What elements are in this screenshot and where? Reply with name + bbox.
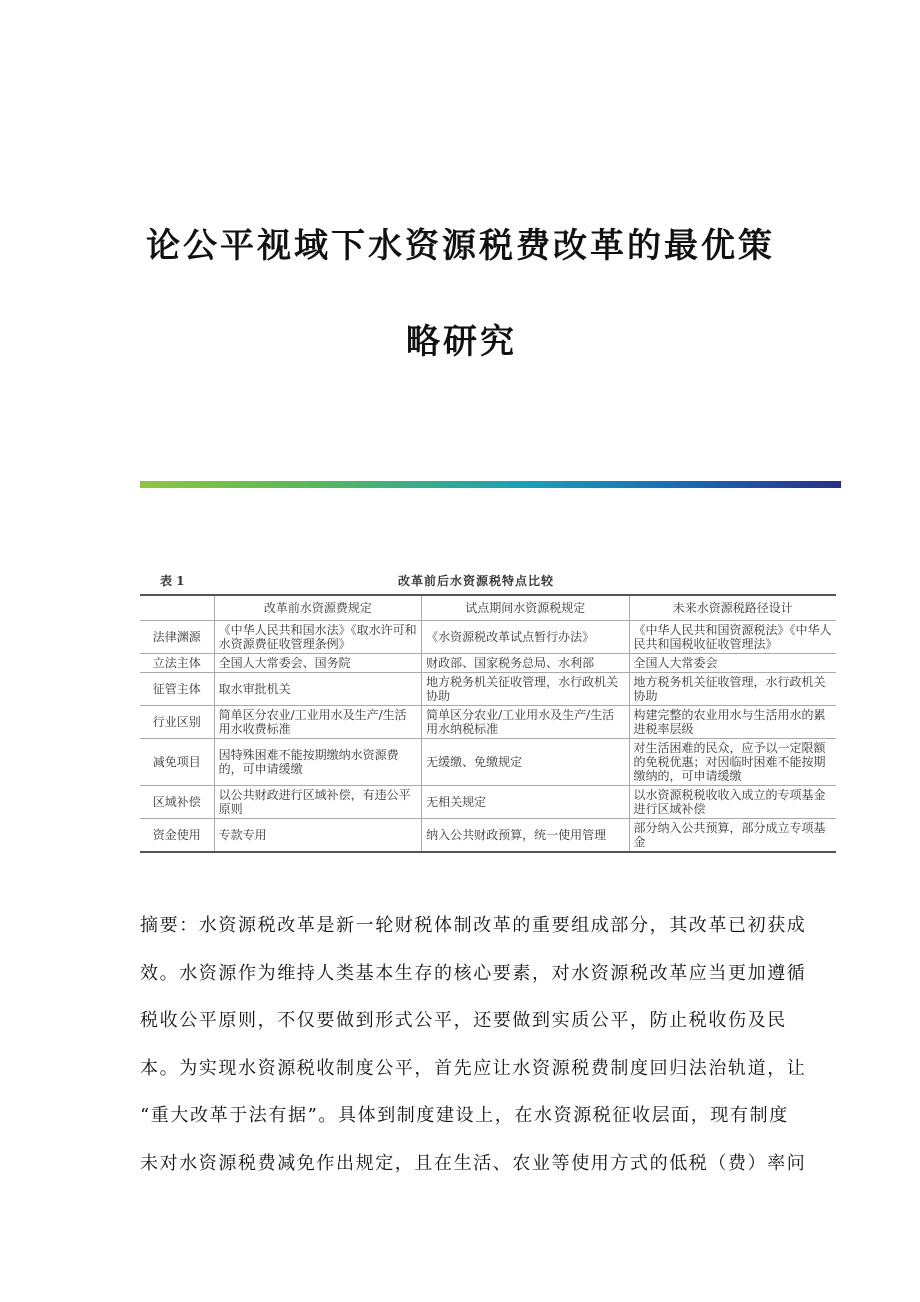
- document-title-line-2: 略研究: [406, 322, 517, 362]
- row-header-cell: 法律渊源: [140, 621, 214, 654]
- abstract-line: 摘要：水资源税改革是新一轮财税体制改革的重要组成部分，其改革已初获成: [140, 915, 807, 936]
- table-cell: 全国人大常委会、国务院: [214, 654, 421, 673]
- abstract-line: 税收公平原则，不仅要做到形式公平，还要做到实质公平，防止税收伤及民: [140, 1010, 787, 1031]
- table-cell: 部分纳入公共预算，部分成立专项基金: [629, 819, 836, 853]
- table-cell: 无相关规定: [422, 786, 629, 819]
- table-row: [140, 654, 836, 673]
- table-row: [140, 786, 836, 819]
- table-cell: 地方税务机关征收管理，水行政机关协助: [422, 673, 629, 706]
- abstract-line: 效。水资源作为维持人类基本生存的核心要素，对水资源税改革应当更加遵循: [140, 962, 807, 984]
- row-header-cell: 减免项目: [140, 739, 214, 786]
- table-cell: 以水资源税税收收入成立的专项基金进行区域补偿: [629, 786, 836, 819]
- table-cell: 无缓缴、免缴规定: [422, 739, 629, 786]
- gradient-divider: [140, 481, 841, 488]
- table-header-cell: 改革前水资源费规定: [214, 595, 421, 621]
- comparison-table-figure: [140, 566, 836, 853]
- abstract-line: 未对水资源税费减免作出规定，且在生活、农业等使用方式的低税（费）率问: [140, 1152, 807, 1174]
- table-cell: 以公共财政进行区域补偿，有违公平原则: [214, 786, 421, 819]
- table-cell: 《中华人民共和国水法》《取水许可和水资源费征收管理条例》: [214, 621, 421, 654]
- table-cell: 简单区分农业/工业用水及生产/生活用水纳税标准: [422, 706, 629, 739]
- table-cell: 因特殊困难不能按期缴纳水资源费的，可申请缓缴: [214, 739, 421, 786]
- table-caption: [140, 566, 836, 594]
- row-header-cell: 资金使用: [140, 819, 214, 853]
- row-header-cell: 行业区别: [140, 706, 214, 739]
- row-header-cell: 立法主体: [140, 654, 214, 673]
- table-cell: 构建完整的农业用水与生活用水的累进税率层级: [629, 706, 836, 739]
- table-row: [140, 673, 836, 706]
- table-cell: 《中华人民共和国资源税法》《中华人民共和国税收征收管理法》: [629, 621, 836, 654]
- table-cell: 全国人大常委会: [629, 654, 836, 673]
- table-row: [140, 739, 836, 786]
- table-cell: 简单区分农业/工业用水及生产/生活用水收费标准: [214, 706, 421, 739]
- table-cell: 《水资源税改革试点暂行办法》: [422, 621, 629, 654]
- abstract-paragraph: [140, 902, 807, 1187]
- row-header-cell: 征管主体: [140, 673, 214, 706]
- table-row: [140, 621, 836, 654]
- abstract-line: “重大改革于法有据”。具体到制度建设上，在水资源税征收层面，现有制度: [140, 1105, 789, 1126]
- table-cell: 对生活困难的民众，应予以一定限额的免税优惠；对因临时困难不能按期缴纳的，可申请缓缴: [629, 739, 836, 786]
- table-title: 改革前后水资源税特点比较: [398, 574, 555, 588]
- abstract-line: 本。为实现水资源税收制度公平，首先应让水资源税费制度回归法治轨道，让: [140, 1057, 807, 1079]
- table-label: 表 1: [160, 574, 185, 588]
- table-row: [140, 819, 836, 853]
- table-cell: 纳入公共财政预算，统一使用管理: [422, 819, 629, 853]
- table-cell: 财政部、国家税务总局、水利部: [422, 654, 629, 673]
- table-header-cell: 未来水资源税路径设计: [629, 595, 836, 621]
- comparison-table: [140, 594, 836, 853]
- table-header-row: [140, 595, 836, 621]
- table-cell: 地方税务机关征收管理，水行政机关协助: [629, 673, 836, 706]
- table-header-cell: 试点期间水资源税规定: [422, 595, 629, 621]
- table-row: [140, 706, 836, 739]
- table-cell: 专款专用: [214, 819, 421, 853]
- document-title-line-1: 论公平视域下水资源税费改革的最优策: [146, 226, 775, 266]
- table-cell: 取水审批机关: [214, 673, 421, 706]
- row-header-cell: 区域补偿: [140, 786, 214, 819]
- table-header-cell: [140, 595, 214, 621]
